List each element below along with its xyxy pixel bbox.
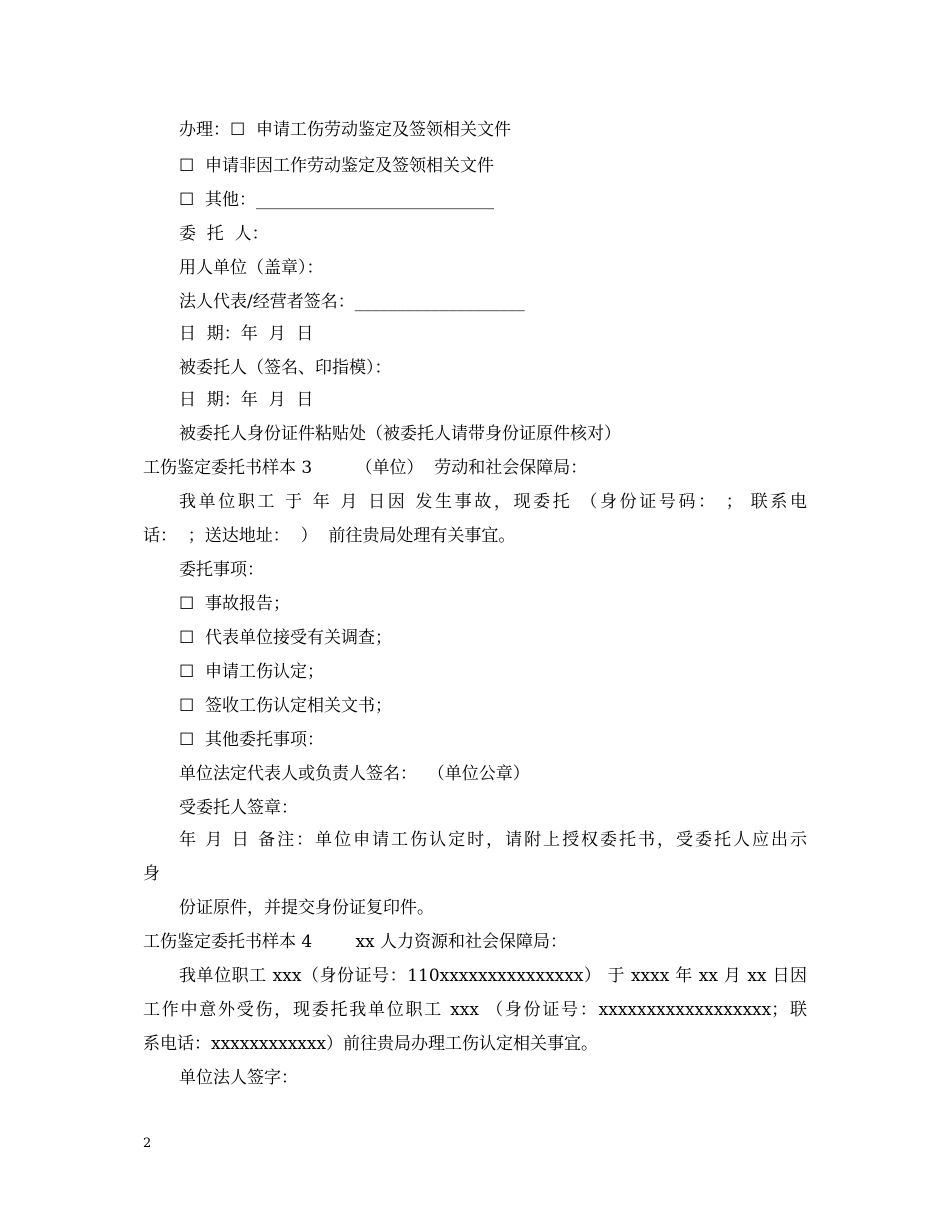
id-paste-area-label: 被委托人身份证件粘贴处（被委托人请带身份证原件核对） — [179, 424, 621, 444]
checkbox-line-sign-documents: ☐ 签收工伤认定相关文书； — [179, 696, 393, 716]
sample-4-body-line: 系电话：xxxxxxxxxxxx）前往贵局办理工伤认定相关事宜。 — [143, 1034, 599, 1054]
date-line: 日 期：年 月 日 — [179, 324, 314, 344]
agent-seal-label: 受委托人签章： — [179, 798, 298, 818]
remark-line: 份证原件，并提交身份证复印件。 — [179, 898, 434, 918]
agent-signature-label: 被委托人（签名、印指模）： — [179, 358, 392, 378]
legal-rep-signature-label: 单位法定代表人或负责人签名： （单位公章） — [179, 764, 530, 784]
date-line: 日 期：年 月 日 — [179, 390, 314, 410]
checkbox-line-accident-report: ☐ 事故报告； — [179, 594, 291, 614]
checkbox-line-non-work: ☐ 申请非因工作劳动鉴定及签领相关文件 — [179, 156, 495, 176]
handle-items-line: 办理：☐ 申请工伤劳动鉴定及签领相关文件 — [179, 120, 512, 140]
sample-3-body-line: 话： ；送达地址： ） 前往贵局处理有关事宜。 — [143, 526, 516, 546]
remark-line: 年 月 日 备注：单位申请工伤认定时，请附上授权委托书，受委托人应出示 — [179, 830, 807, 850]
entrusted-matters-label: 委托事项： — [179, 560, 264, 580]
page-number: 2 — [143, 1136, 152, 1151]
remark-line: 身 — [143, 864, 160, 884]
checkbox-line-other: ☐ 其他：____________________________ — [179, 190, 495, 210]
legal-rep-signature-line: 法人代表/经营者签名：____________________ — [179, 292, 525, 312]
sample-4-heading: 工伤鉴定委托书样本 4 xx 人力资源和社会保障局： — [143, 932, 568, 952]
sample-3-heading: 工伤鉴定委托书样本 3 （单位） 劳动和社会保障局： — [143, 458, 588, 478]
checkbox-line-apply-recognition: ☐ 申请工伤认定； — [179, 662, 325, 682]
employer-seal-label: 用人单位（盖章）： — [179, 258, 324, 278]
sample-4-body-line: 我单位职工 xxx（身份证号：110xxxxxxxxxxxxxxx） 于 xxxx 年 xx 月 xx 日因 — [179, 966, 807, 986]
sample-3-body-line: 我单位职工 于 年 月 日因 发生事故，现委托 （身份证号码： ； 联系电 — [179, 492, 807, 512]
principal-label: 委 托 人： — [179, 224, 269, 244]
checkbox-line-other-matters: ☐ 其他委托事项： — [179, 730, 325, 750]
legal-person-signature-label: 单位法人签字： — [179, 1068, 298, 1088]
sample-4-body-line: 工作中意外受伤，现委托我单位职工 xxx （身份证号：xxxxxxxxxxxxxxxxxx；联 — [143, 1000, 807, 1020]
checkbox-line-investigation: ☐ 代表单位接受有关调查； — [179, 628, 393, 648]
